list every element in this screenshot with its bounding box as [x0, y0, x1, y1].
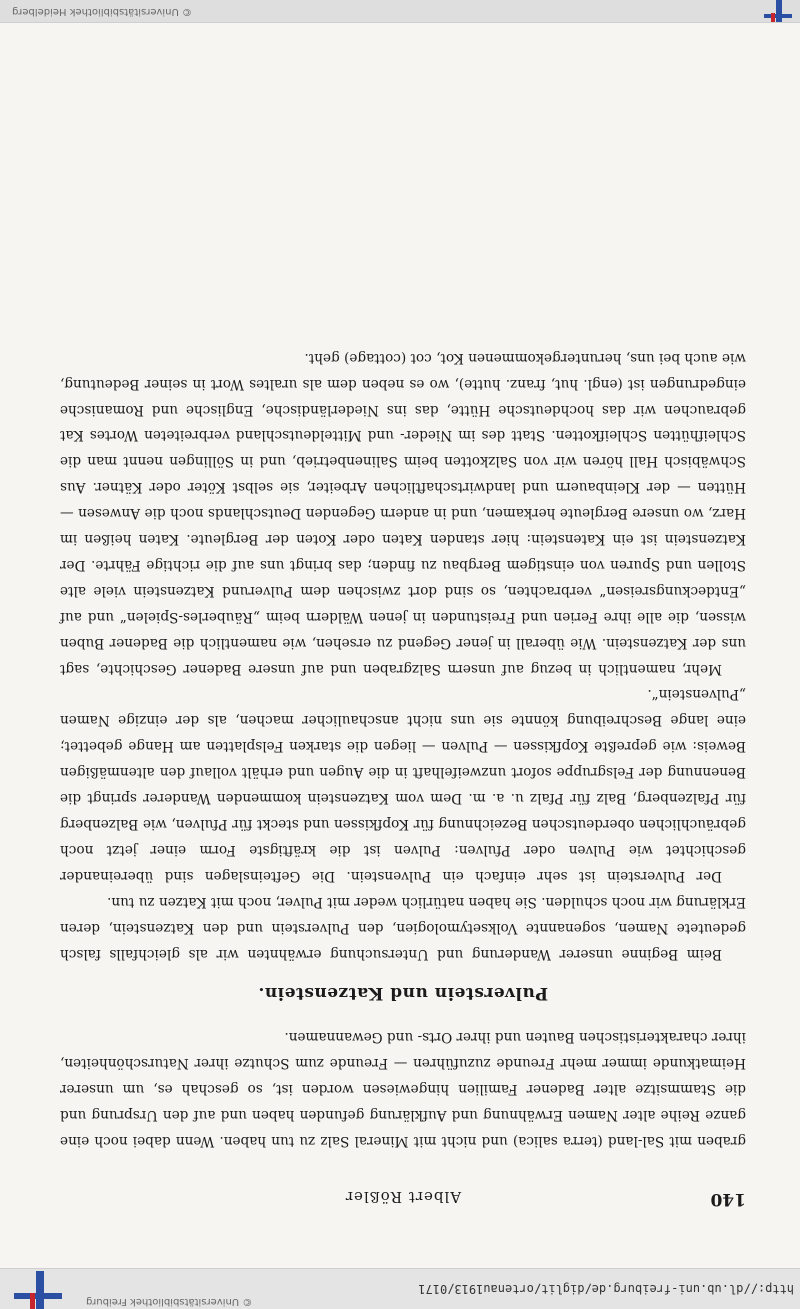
running-head-author: Albert Rößler	[344, 1188, 462, 1206]
paragraph-3: Mehr, namentlich in bezug auf unsern Salzgraben und auf unsere Badener Geschichte, sagt uns der Katzenstein. Wie überall in jener Gegend zu ersehen, wie namentlich die Badener Buben wissen, die alle ihre Ferien und Freistunden in jenen Wäldern beim „Räuberles-Spielen“ und auf „Entdeckungsreisen“ verbrachten, so sind dort zwischen dem Pulverund Katzenstein viele alte Stollen und Spuren von einstigem Bergbau zu finden; das bringt uns auf die richtige Fährte. Der Katzenstein ist ein Katenstein: hier standen Katen oder Koten der Bergleute. Katen heißen im Harz, wo unsere Bergleute herkamen, und in andern Gegenden Deutschlands noch die Anwesen — Hütten — der Kleinbauern und landwirtschaftlichen Arbeiter, sie selbst Köter oder Kätner. Aus Schwäbisch Hall hören wir von Salzkotten beim Salinenbetrieb, und in Söllingen nennt man die Schleifhütten Schleifkotten. Statt des im Nieder- und Mitteldeutschland verbreiteten Wortes Kat gebrauchen wir das hochdeutsche Hütte, das ins Niederländische, Englische und Romanische eingedrungen ist (engl. hut, franz. hutte), wo es neben dem als uraltes Wort in seiner Bedeutung, wie auch bei uns, heruntergekommenen Kot, cot (cottage) geht.	[60, 349, 746, 677]
library-logo-icon	[14, 1271, 62, 1309]
header-copyright: © Universitätsbibliothek Freiburg	[86, 1296, 253, 1307]
running-header	[60, 1181, 746, 1211]
intro-paragraph: graben mit Sal-land (terra salica) und nicht mit Mineral Salz zu tun haben. Wenn dabei noch eine ganze Reihe alter Namen Erwähnung und Aufklärung gefunden haben und auf den Ursprung und die Stammsitze alter Badener Familien hingewiesen worden ist, so geschah es, um unserer Heimatkunde immer mehr Freunde zuzuführen — Freunde zum Schutze ihrer Naturschönheiten, ihrer charakteristischen Bauten und ihrer Orts- und Gewannamen.	[60, 1029, 746, 1149]
paragraph-1: Beim Beginne unserer Wanderung und Untersuchung erwähnten wir als gleichfalls falsch gedeutete Namen, sogenannte Volksetymologien, den Pulverstein und den Katzenstein, deren Erklärung wir noch schulden. Sie haben natürlich weder mit Pulver, noch mit Katzen zu tun.	[60, 893, 746, 962]
footer-logo-icon	[764, 0, 792, 22]
footer-copyright: © Universitätsbibliothek Heidelberg	[12, 6, 193, 17]
section-title: Pulverstein und Katzenstein.	[257, 983, 549, 1004]
page-content	[60, 344, 746, 1211]
page-number: 140	[710, 1189, 746, 1209]
paragraph-2: Der Pulverstein ist sehr einfach ein Pulvenstein. Die Gefteinslagen sind übereinander geschichtet wie Pulven oder Pfulven: Pulven ist die kräftigste Form einer jetzt noch gebräuchlichen oberdeutschen Bezeichnung für Kopfkissen und steckt für Pfulven, wie Balzenberg für Pfalzenberg, Balz für Pfalz u. a. m. Dem vom Katzenstein kommenden Wanderer springt die Benennung der Felsgruppe sofort unzweifelhaft in die Augen und erhält vollauf den altenmäßigen Beweis: wie gepreßte Kopfkissen — Pulven — liegen die starken Felsplatten am Hange gebettet; eine lange Beschreibung könnte sie uns nicht anschaulicher machen, als der einzige Namen „Pulvenstein“.	[60, 686, 746, 884]
viewer-header-bar	[0, 1268, 800, 1309]
viewer-footer-bar	[0, 0, 800, 23]
source-url[interactable]: http://dl.ub.uni-freiburg.de/diglit/ortenau1913/0171	[418, 1282, 794, 1296]
